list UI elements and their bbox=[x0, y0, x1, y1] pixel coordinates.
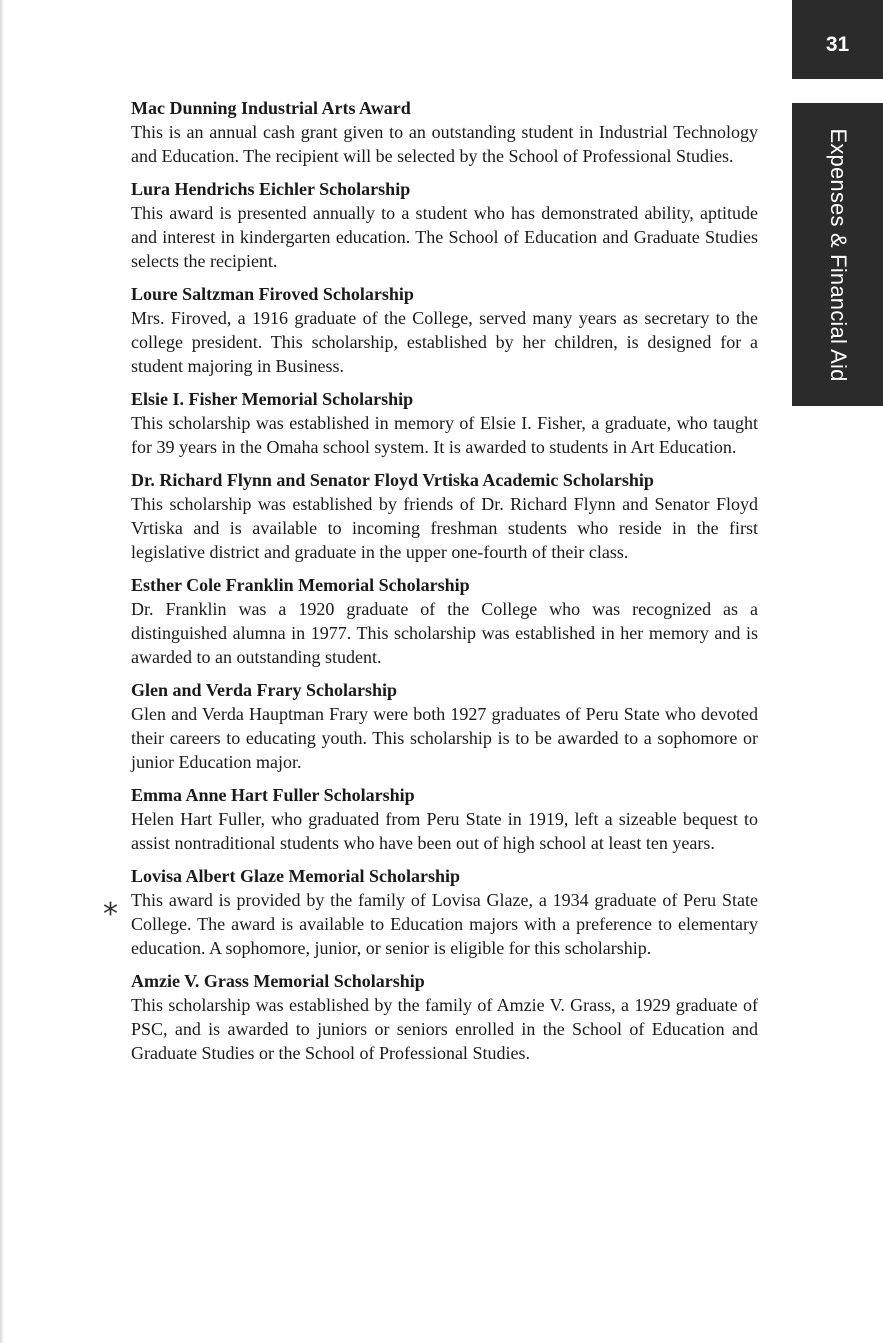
scholarship-entry bbox=[131, 573, 758, 669]
scholarship-entry bbox=[131, 864, 758, 960]
page-number: 31 bbox=[825, 32, 850, 56]
scholarship-title: Lovisa Albert Glaze Memorial Scholarship bbox=[131, 866, 460, 886]
scholarship-title: Lura Hendrichs Eichler Scholarship bbox=[131, 179, 411, 199]
scholarship-description: Dr. Franklin was a 1920 graduate of the College who was recognized as a distinguished alumna in 1977. This scholarship was established in her memory and is awarded to an outstanding student. bbox=[131, 599, 758, 667]
section-tab-label: Expenses & Financial Aid bbox=[825, 127, 851, 382]
scholarship-description: This scholarship was established by the family of Amzie V. Grass, a 1929 graduate of PSC, and is awarded to juniors or seniors enrolled in the School of Education and Graduate Studies or the School of Professional Studies. bbox=[131, 995, 758, 1063]
scholarship-entry bbox=[131, 282, 758, 378]
scholarship-title: Loure Saltzman Firoved Scholarship bbox=[131, 284, 414, 304]
scholarship-entry bbox=[131, 387, 758, 459]
asterisk-margin-mark: * bbox=[103, 897, 118, 932]
scholarship-entry bbox=[131, 468, 758, 564]
scholarship-description: This award is provided by the family of Lovisa Glaze, a 1934 graduate of Peru State College. The award is available to Education majors with a preference to elementary education. A sophomore, junior, or senior is eligible for this scholarship. bbox=[131, 890, 758, 958]
scholarship-title: Mac Dunning Industrial Arts Award bbox=[131, 98, 411, 118]
scholarship-description: This scholarship was established in memory of Elsie I. Fisher, a graduate, who taught for 39 years in the Omaha school system. It is awarded to students in Art Education. bbox=[131, 413, 758, 457]
scholarship-entry bbox=[131, 969, 758, 1065]
page-number-tab bbox=[792, 0, 883, 79]
scholarship-title: Dr. Richard Flynn and Senator Floyd Vrtiska Academic Scholarship bbox=[131, 470, 654, 490]
scholarship-entry bbox=[131, 177, 758, 273]
scholarship-title: Esther Cole Franklin Memorial Scholarship bbox=[131, 575, 470, 595]
scholarship-description: This scholarship was established by friends of Dr. Richard Flynn and Senator Floyd Vrtiska and is available to incoming freshman students who reside in the first legislative district and graduate in the upper one-fourth of their class. bbox=[131, 494, 758, 562]
scholarship-description: Helen Hart Fuller, who graduated from Peru State in 1919, left a sizeable bequest to assist nontraditional students who have been out of high school at least ten years. bbox=[131, 809, 758, 853]
scholarship-list bbox=[131, 96, 758, 1074]
scholarship-entry bbox=[131, 96, 758, 168]
section-tab bbox=[792, 103, 883, 406]
page-left-edge bbox=[0, 0, 4, 1343]
scholarship-title: Amzie V. Grass Memorial Scholarship bbox=[131, 971, 425, 991]
scholarship-title: Emma Anne Hart Fuller Scholarship bbox=[131, 785, 415, 805]
scholarship-entry bbox=[131, 783, 758, 855]
scholarship-description: This is an annual cash grant given to an outstanding student in Industrial Technology and Education. The recipient will be selected by the School of Professional Studies. bbox=[131, 122, 758, 166]
scholarship-description: Mrs. Firoved, a 1916 graduate of the College, served many years as secretary to the college president. This scholarship, established by her children, is designed for a student majoring in Business. bbox=[131, 308, 758, 376]
scholarship-entry bbox=[131, 678, 758, 774]
scholarship-title: Glen and Verda Frary Scholarship bbox=[131, 680, 398, 700]
scholarship-title: Elsie I. Fisher Memorial Scholarship bbox=[131, 389, 414, 409]
scholarship-description: This award is presented annually to a student who has demonstrated ability, aptitude and interest in kindergarten education. The School of Education and Graduate Studies selects the recipient. bbox=[131, 203, 758, 271]
scholarship-description: Glen and Verda Hauptman Frary were both 1927 graduates of Peru State who devoted their careers to educating youth. This scholarship is to be awarded to a sophomore or junior Education major. bbox=[131, 704, 758, 772]
